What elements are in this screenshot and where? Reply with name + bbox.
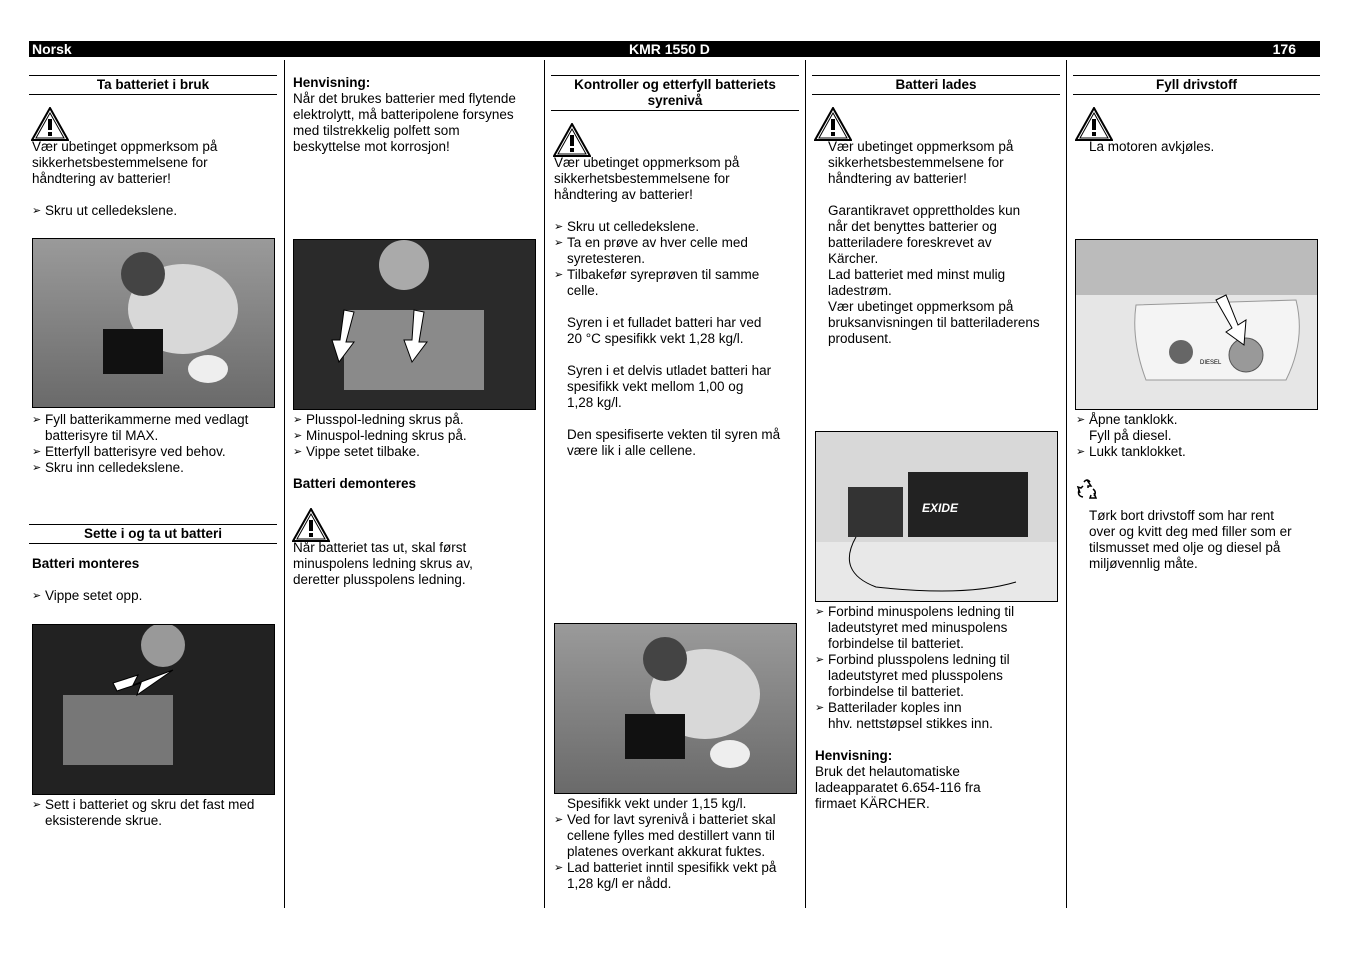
recycle-icon xyxy=(1076,478,1098,500)
column-3 xyxy=(551,60,799,908)
step-list xyxy=(815,604,1060,732)
header-page-number: 176 xyxy=(1272,41,1296,57)
section-title: Sette i og ta ut batteri xyxy=(29,524,277,544)
column-4 xyxy=(812,60,1060,908)
warning-text: Når batteriet tas ut, skal først minuspolens ledning skrus av, deretter plusspolens ledning. xyxy=(293,540,473,587)
warning-triangle-icon xyxy=(814,107,852,141)
list-item: ➢ Skru inn celledekslene. xyxy=(32,460,277,476)
column-divider xyxy=(1066,60,1067,908)
note-text: Bruk det helautomatiske ladeapparatet 6.654-116 fra firmaet KÄRCHER. xyxy=(815,764,981,811)
warning-text: Vær ubetinget oppmerksom på sikkerhetsbestemmelsene for håndtering av batterier! xyxy=(828,139,1014,186)
list-item: ➢ Lad batteriet inntil spesifikk vekt på 1,28 kg/l er nådd. xyxy=(554,860,799,892)
body-text: Syren i et fulladet batteri har ved 20 °C spesifikk vekt 1,28 kg/l. xyxy=(567,315,762,346)
column-2 xyxy=(290,60,540,908)
header-language: Norsk xyxy=(32,41,72,57)
list-item: ➢ Ved for lavt syrenivå i batteriet skal cellene fylles med destillert vann til platenes overkant akkurat fuktes. xyxy=(554,812,799,860)
list-item: ➢ Tilbakefør syreprøven til samme celle. xyxy=(554,267,799,299)
photo-battery-terminals xyxy=(293,239,536,410)
header-model: KMR 1550 D xyxy=(629,41,710,57)
list-item: ➢ Skru ut celledekslene. xyxy=(32,203,277,219)
body-text: Syren i et delvis utladet batteri har spesifikk vekt mellom 1,00 og 1,28 kg/l. xyxy=(567,363,772,410)
body-text: Spesifikk vekt under 1,15 kg/l. xyxy=(567,796,747,811)
battery-brand-label: EXIDE xyxy=(922,501,959,515)
list-item: ➢ Vippe setet tilbake. xyxy=(293,444,540,460)
environment-text: Tørk bort drivstoff som har rent over og kvitt deg med filler som er tilsmusset med olje og diesel på miljøvennlig måte. xyxy=(1089,508,1292,571)
list-item: ➢ Etterfyll batterisyre ved behov. xyxy=(32,444,277,460)
list-item: ➢ Forbind minuspolens ledning til ladeutstyret med minuspolens forbindelse til batteriet. xyxy=(815,604,1060,652)
column-1 xyxy=(29,60,277,908)
step-list xyxy=(32,412,277,476)
list-item: ➢ Ta en prøve av hver celle med syretesteren. xyxy=(554,235,799,267)
body-text: Den spesifiserte vekten til syren må være lik i alle cellene. xyxy=(567,427,781,458)
step-list xyxy=(32,588,277,604)
photo-man-battery xyxy=(554,623,797,794)
warning-text: Vær ubetinget oppmerksom på sikkerhetsbestemmelsene for håndtering av batterier! xyxy=(554,155,740,202)
photo-battery-compartment xyxy=(32,624,275,795)
tank-label: DIESEL xyxy=(1200,360,1222,366)
warning-triangle-icon xyxy=(31,107,69,141)
note-label: Henvisning: xyxy=(815,748,893,763)
warning-text: La motoren avkjøles. xyxy=(1089,139,1215,154)
step-list xyxy=(554,812,799,892)
column-divider xyxy=(284,60,285,908)
list-item: ➢ Minuspol-ledning skrus på. xyxy=(293,428,540,444)
body-text: Garantikravet opprettholdes kun når det benyttes batterier og batteriladere foreskrevet av Kärcher. Lad batteriet med minst mulig ladestrøm. Vær ubetinget oppmerksom på bruksanvisningen til batteriladerens produsent. xyxy=(828,203,1040,346)
step-list xyxy=(32,797,277,829)
list-item: ➢ Vippe setet opp. xyxy=(32,588,277,604)
photo-fuel-tank xyxy=(1075,239,1318,410)
warning-triangle-icon xyxy=(292,508,330,542)
column-divider xyxy=(805,60,806,908)
note-label: Henvisning: xyxy=(293,75,371,90)
photo-man-battery xyxy=(32,238,275,408)
subheading: Batteri demonteres xyxy=(293,476,417,491)
page-header xyxy=(29,41,1320,57)
list-item: ➢ Forbind plusspolens ledning til ladeutstyret med plusspolens forbindelse til batteriet. xyxy=(815,652,1060,700)
photo-battery-charger xyxy=(815,431,1058,602)
note-text: Når det brukes batterier med flytende elektrolytt, må batteripolene forsynes med tilstrekkelig polfett som beskyttelse mot korrosjon! xyxy=(293,91,516,154)
section-title: Fyll drivstoff xyxy=(1073,75,1320,95)
warning-text: Vær ubetinget oppmerksom på sikkerhetsbestemmelsene for håndtering av batterier! xyxy=(32,139,218,186)
step-list xyxy=(554,219,799,299)
list-item: ➢ Lukk tanklokket. xyxy=(1076,444,1320,460)
step-list xyxy=(32,203,277,219)
section-title: Batteri lades xyxy=(812,75,1060,95)
warning-triangle-icon xyxy=(553,123,591,157)
list-item: ➢ Batterilader koples inn hhv. nettstøpsel stikkes inn. xyxy=(815,700,1060,732)
list-item: ➢ Åpne tanklokk. Fyll på diesel. xyxy=(1076,412,1320,444)
column-divider xyxy=(544,60,545,908)
list-item: ➢ Skru ut celledekslene. xyxy=(554,219,799,235)
step-list xyxy=(293,412,540,460)
warning-triangle-icon xyxy=(1075,107,1113,141)
subheading: Batteri monteres xyxy=(32,556,140,571)
section-title: Ta batteriet i bruk xyxy=(29,75,277,95)
list-item: ➢ Plusspol-ledning skrus på. xyxy=(293,412,540,428)
list-item: ➢ Sett i batteriet og skru det fast med eksisterende skrue. xyxy=(32,797,277,829)
column-5 xyxy=(1073,60,1320,908)
list-item: ➢ Fyll batterikammerne med vedlagt batterisyre til MAX. xyxy=(32,412,277,444)
step-list xyxy=(1076,412,1320,460)
section-title: Kontroller og etterfyll batteriets syrenivå xyxy=(551,75,799,111)
